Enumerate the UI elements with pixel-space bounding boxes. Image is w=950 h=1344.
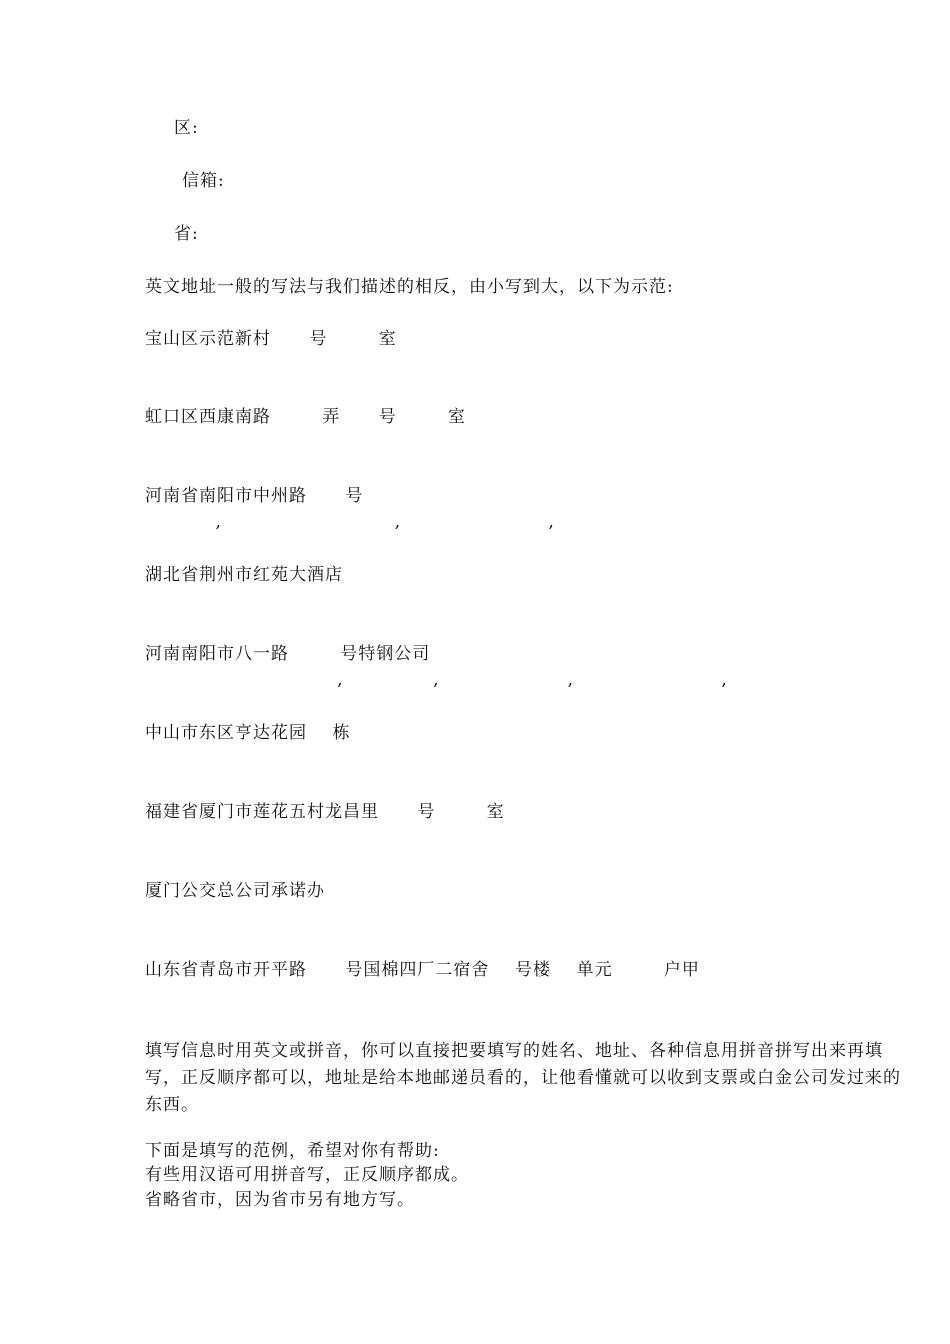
note-line: 有些用汉语可用拼音写，正反顺序都成。: [145, 1165, 469, 1185]
district-label: 区:: [174, 118, 199, 138]
fill-info-paragraph: 填写信息时用英文或拼音，你可以直接把要填写的姓名、地址、各种信息用拼音拼写出来再填写，正反顺序都可以，地址是给本地邮递员看的，让他看懂就可以收到支票或白金公司发过来的东西。: [145, 1041, 901, 1115]
province-label: 省:: [174, 224, 199, 244]
note-line: 省略省市，因为省市另有地方写。: [145, 1190, 415, 1210]
address-example: 宝山区示范新村 号 室: [145, 329, 397, 349]
address-example: 福建省厦门市莲花五村龙昌里 号 室: [145, 802, 505, 822]
address-example: 河南省南阳市中州路 号: [145, 486, 364, 506]
address-example: 河南南阳市八一路 号特钢公司: [145, 644, 431, 664]
address-example: 湖北省荆州市红苑大酒店: [145, 565, 343, 585]
address-example: 厦门公交总公司承诺办: [145, 881, 325, 901]
address-example: 山东省青岛市开平路 号国棉四厂二宿舍 号楼 单元 户甲: [145, 960, 700, 980]
intro-text: 英文地址一般的写法与我们描述的相反，由小写到大，以下为示范:: [145, 277, 674, 297]
address-example: 虹口区西康南路 弄 号 室: [145, 407, 466, 427]
address-example: 中山市东区亨达花园 栋: [145, 723, 351, 743]
address-example-english: , , ,: [145, 512, 555, 532]
mailbox-label: 信箱:: [182, 171, 225, 191]
note-line: 下面是填写的范例，希望对你有帮助:: [145, 1141, 440, 1161]
address-example-english: , , , ,: [145, 670, 728, 690]
